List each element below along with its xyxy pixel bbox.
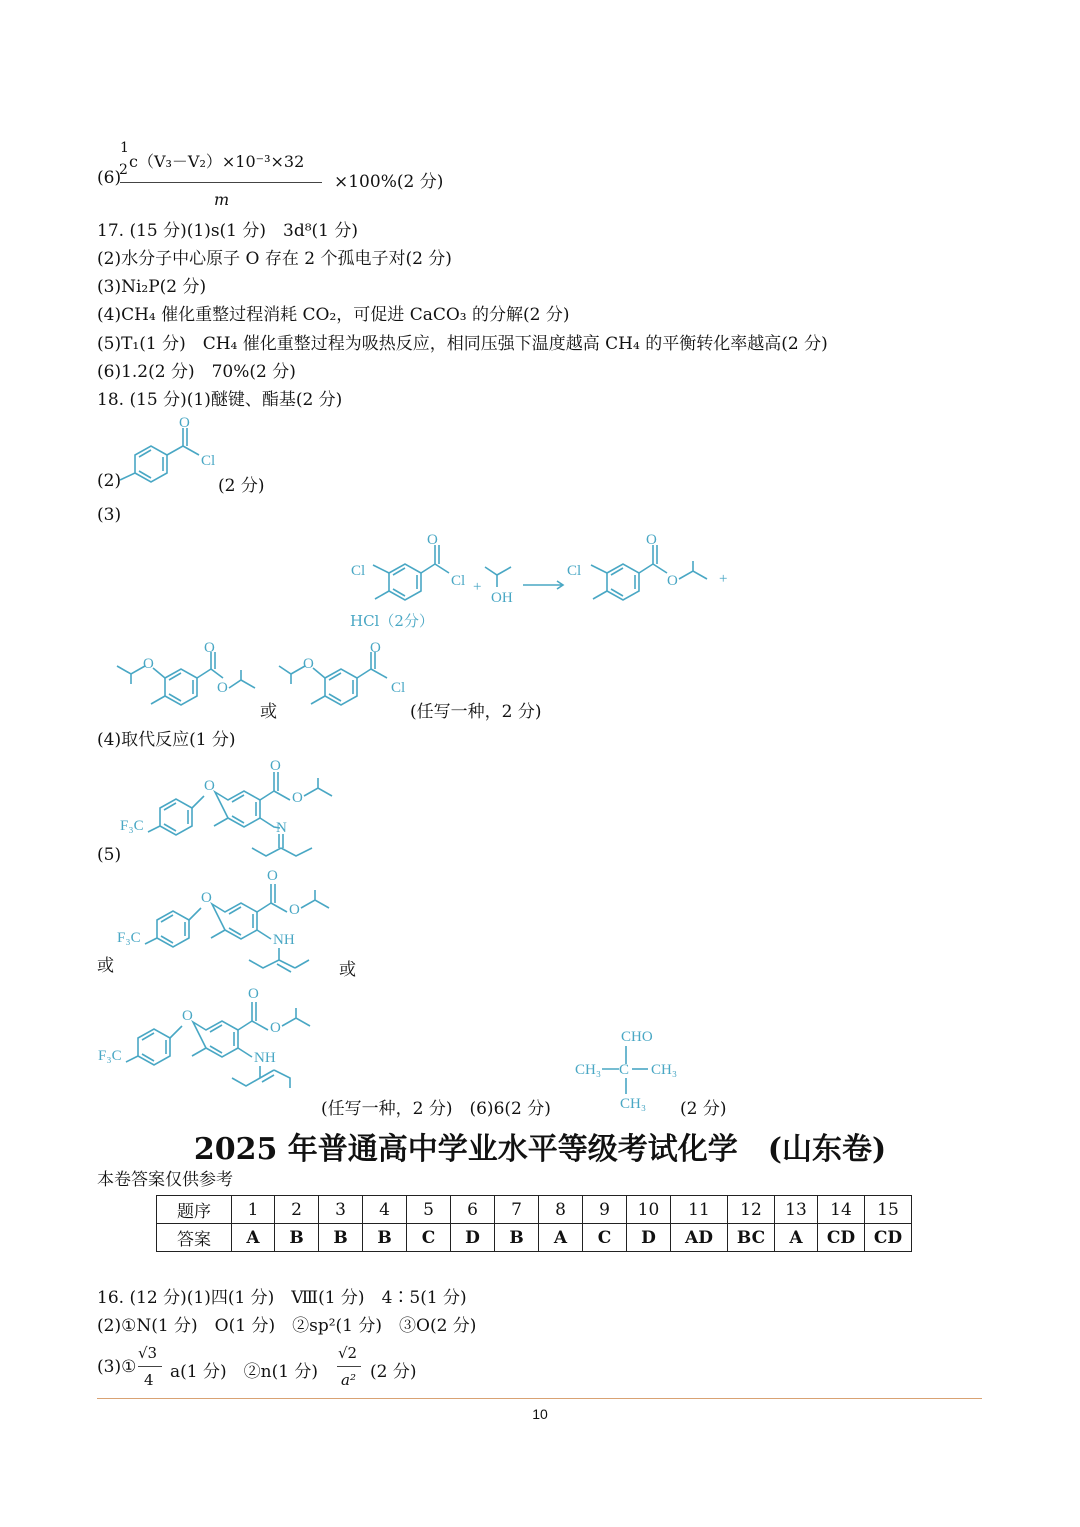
- table-cell: 6: [451, 1196, 495, 1224]
- footer-rule: [97, 1398, 982, 1399]
- f3c-label: F₃C: [120, 818, 144, 834]
- cho-label: CHO: [621, 1029, 653, 1045]
- q17-line-5: (5)T₁(1 分) CH₄ 催化重整过程为吸热反应，相同压强下温度越高 CH₄ 的平衡转化率越高(2 分): [97, 334, 828, 354]
- chlorine-label: Cl: [201, 453, 216, 469]
- table-cell: 5: [407, 1196, 451, 1224]
- table-cell: B: [319, 1224, 363, 1252]
- q18-2-label: (2): [97, 471, 122, 491]
- table-cell: 10: [627, 1196, 671, 1224]
- ester-o-label: O: [289, 902, 300, 918]
- ether-o-label: O: [303, 656, 314, 672]
- fraction-numerator: c（V₃－V₂）×10⁻³×32: [129, 152, 305, 171]
- table-cell: 7: [495, 1196, 539, 1224]
- q17-line-1: 17. (15 分)(1)s(1 分) 3d⁸(1 分): [97, 221, 359, 241]
- ch3-bottom-label: CH₃: [620, 1096, 647, 1112]
- carbonyl-o-label: O: [370, 640, 381, 656]
- plus-sign-1: +: [473, 579, 482, 595]
- frac-num-sqrt3: √3: [138, 1344, 158, 1362]
- table-cell: 1: [232, 1196, 275, 1224]
- table-cell: C: [407, 1224, 451, 1252]
- central-c-label: C: [619, 1062, 630, 1078]
- q18-6-score: (2 分): [680, 1099, 727, 1119]
- ester-o-label: O: [667, 573, 678, 589]
- f3c-label: F₃C: [117, 930, 141, 946]
- oh-label: OH: [491, 590, 513, 606]
- ether-o-label: O: [143, 656, 154, 672]
- ester-o-label: O: [292, 790, 303, 806]
- carbonyl-o-label: O: [204, 640, 215, 656]
- frac-den-4: 4: [144, 1371, 154, 1389]
- carbonyl-o-label: O: [179, 415, 190, 431]
- table-cell: 15: [865, 1196, 912, 1224]
- frac-den-a2: a²: [341, 1371, 356, 1389]
- table-cell: A: [232, 1224, 275, 1252]
- q16-line-3-mid: a(1 分) ②n(1 分): [170, 1362, 319, 1382]
- product-cl-label: Cl: [567, 563, 582, 579]
- fraction-tail: ×100%(2 分): [334, 172, 444, 192]
- q16-line-1: 16. (12 分)(1)四(1 分) Ⅷ(1 分) 4∶5(1 分): [97, 1288, 467, 1308]
- table-cell: 8: [539, 1196, 583, 1224]
- table-cell: AD: [671, 1224, 728, 1252]
- structure-option-acyl-chloride: [275, 640, 425, 720]
- frac-num-sqrt2: √2: [338, 1344, 358, 1362]
- q18-4: (4)取代反应(1 分): [97, 730, 236, 750]
- ester-o-label: O: [270, 1020, 281, 1036]
- or-3: 或: [339, 960, 356, 980]
- table-cell: B: [363, 1224, 407, 1252]
- table-row-numbers: [157, 1196, 912, 1224]
- enamine-nh-label: NH: [254, 1050, 276, 1066]
- structure-dimethylpropanal: [574, 1024, 694, 1114]
- ester-o-label: O: [217, 680, 228, 696]
- table-cell: 4: [363, 1196, 407, 1224]
- table-cell: C: [583, 1224, 627, 1252]
- table-cell: B: [275, 1224, 319, 1252]
- table-head-answer: 答案: [157, 1224, 232, 1252]
- answer-note: 本卷答案仅供参考: [97, 1170, 233, 1190]
- half-numerator: 1: [120, 140, 129, 156]
- reactant-o-label: O: [427, 532, 438, 548]
- q16-line-3-start: (3)①: [97, 1357, 137, 1377]
- enamine-nh-label: NH: [273, 932, 295, 948]
- reactant-acyl-cl-label: Cl: [451, 573, 466, 589]
- or-1: 或: [260, 702, 277, 722]
- table-cell: A: [775, 1224, 818, 1252]
- ch3-left-label: CH₃: [575, 1062, 602, 1078]
- f3c-label: F₃C: [98, 1048, 122, 1064]
- q16-line-2: (2)①N(1 分) O(1 分) ②sp²(1 分) ③O(2 分): [97, 1316, 477, 1336]
- q18-tail: (任写一种，2 分) (6)6(2 分): [321, 1099, 551, 1119]
- plus-sign-2: +: [719, 571, 728, 587]
- table-cell: CD: [818, 1224, 865, 1252]
- ether-o-label: O: [201, 890, 212, 906]
- product-o-label: O: [646, 532, 657, 548]
- table-cell: A: [539, 1224, 583, 1252]
- half-denominator: 2: [119, 162, 128, 178]
- table-cell: 3: [319, 1196, 363, 1224]
- structure-enamine-1: [115, 864, 355, 976]
- fraction-bar: [337, 1366, 361, 1367]
- fraction-bar: [120, 182, 322, 183]
- or-2: 或: [97, 956, 114, 976]
- table-cell: 11: [671, 1196, 728, 1224]
- structure-4-methylbenzoyl-chloride: [115, 415, 225, 490]
- table-cell: 13: [775, 1196, 818, 1224]
- q18-5-label: (5): [97, 845, 122, 865]
- fraction-bar: [138, 1366, 162, 1367]
- page-number: 10: [532, 1406, 548, 1422]
- q15-6-label: (6): [97, 168, 122, 188]
- q18-2-score: (2 分): [218, 476, 265, 496]
- table-cell: B: [495, 1224, 539, 1252]
- q17-line-2: (2)水分子中心原子 O 存在 2 个孤电子对(2 分): [97, 249, 452, 269]
- q17-line-3: (3)Ni₂P(2 分): [97, 277, 207, 297]
- table-cell: D: [451, 1224, 495, 1252]
- table-cell: D: [627, 1224, 671, 1252]
- hcl-note: HCl（2分）: [350, 612, 434, 630]
- structure-imine: [118, 752, 358, 864]
- ether-o-label: O: [204, 778, 215, 794]
- q16-line-3-end: (2 分): [370, 1362, 417, 1382]
- q18-line-1: 18. (15 分)(1)醚键、酯基(2 分): [97, 390, 343, 410]
- answer-table: [156, 1195, 912, 1252]
- table-cell: 12: [728, 1196, 775, 1224]
- q17-line-6: (6)1.2(2 分) 70%(2 分): [97, 362, 296, 382]
- acyl-cl-label: Cl: [391, 680, 406, 696]
- table-cell: CD: [865, 1224, 912, 1252]
- any-one-note-1: (任写一种，2 分): [410, 702, 542, 722]
- q18-3-label: (3): [97, 505, 122, 525]
- ether-o-label: O: [182, 1008, 193, 1024]
- table-cell: 2: [275, 1196, 319, 1224]
- carbonyl-o-label: O: [267, 868, 278, 884]
- imine-n-label: N: [276, 820, 287, 836]
- carbonyl-o-label: O: [270, 758, 281, 774]
- table-cell: 14: [818, 1196, 865, 1224]
- carbonyl-o-label: O: [248, 986, 259, 1002]
- table-cell: BC: [728, 1224, 775, 1252]
- section-title: 2025 年普通高中学业水平等级考试化学 (山东卷): [193, 1132, 887, 1167]
- fraction-denominator: m: [214, 190, 230, 209]
- table-head-number: 题序: [157, 1196, 232, 1224]
- structure-option-ester: [95, 640, 265, 720]
- q17-line-4: (4)CH₄ 催化重整过程消耗 CO₂，可促进 CaCO₃ 的分解(2 分): [97, 305, 570, 325]
- structure-enamine-2: [96, 982, 346, 1094]
- ch3-right-label: CH₃: [651, 1062, 678, 1078]
- table-cell: 9: [583, 1196, 627, 1224]
- table-row-answers: [157, 1224, 912, 1252]
- reactant-cl-label: Cl: [351, 563, 366, 579]
